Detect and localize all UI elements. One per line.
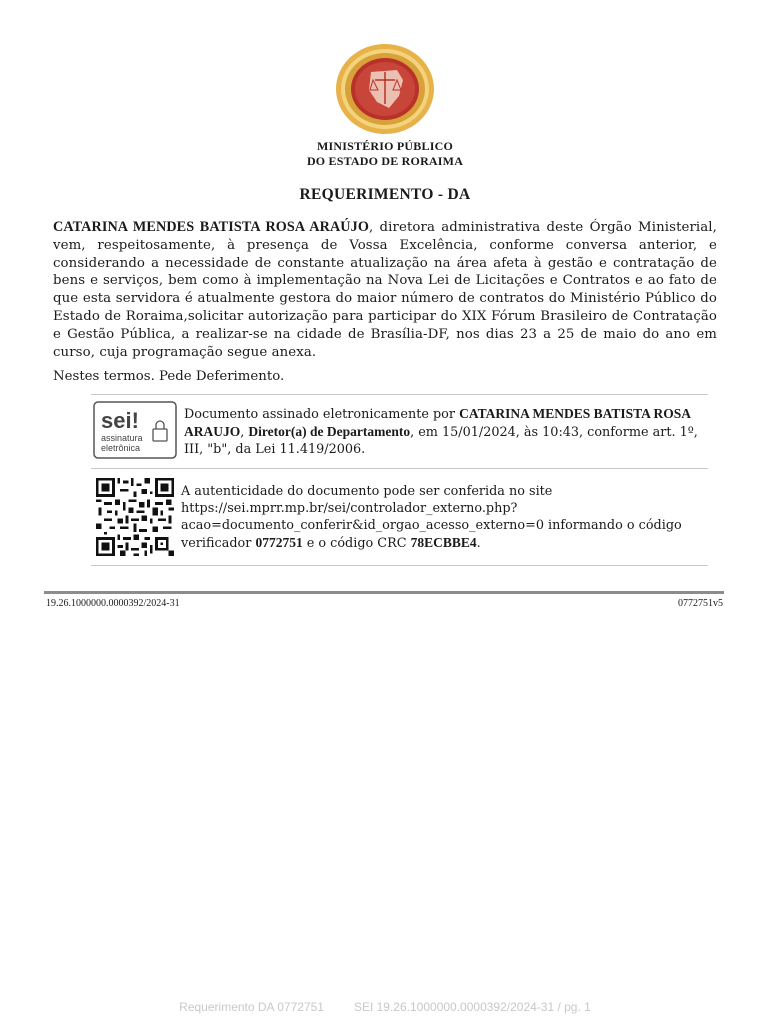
- verifier-code: 0772751: [255, 535, 303, 550]
- requester-name: CATARINA MENDES BATISTA ROSA ARAÚJO: [53, 219, 369, 235]
- divider-middle: [91, 468, 708, 469]
- page-footer: [0, 1000, 770, 1014]
- org-name-line2: DO ESTADO DE RORAIMA: [306, 154, 464, 168]
- svg-text:eletrônica: eletrônica: [101, 443, 141, 453]
- signer-name: CATARINA MENDES BATISTA ROSA ARAUJO: [184, 406, 691, 439]
- document-version: 0772751v5: [678, 598, 723, 609]
- divider-bottom: [91, 565, 708, 566]
- org-name-line1: MINISTÉRIO PÚBLICO: [317, 139, 453, 153]
- authentication-text: A autenticidade do documento pode ser conferida no site https://sei.mprr.mp.br/sei/controlador_externo.php?acao=documento_conferir&id_orgao_acesso_externo=0 informando o código verificador 0772751 e o código CRC 78ECBBE4.: [181, 484, 682, 551]
- svg-text:sei!: sei!: [101, 408, 139, 433]
- signature-text: Documento assinado eletronicamente por CATARINA MENDES BATISTA ROSA ARAUJO, Diretor(a) de Departamento, em 15/01/2024, às 10:43, conforme art. 1º, III, "b", da Lei 11.419/2006.: [184, 406, 698, 457]
- svg-text:assinatura: assinatura: [101, 433, 143, 443]
- page-footer-left: Requerimento DA 0772751: [179, 1000, 324, 1014]
- document-body: [53, 219, 717, 361]
- body-text: , diretora administrativa deste Órgão Ministerial, vem, respeitosamente, à presença de Vossa Excelência, conforme conversa anterior, e considerando a necessidade de constante atualização na área afeta à gestão e contratação de bens e serviços, bem como à implementação na Nova Lei de Licitações e Contratos e ao fato de que esta servidora é atualmente gestora do maior número de contratos do Ministério Público do Estado de Roraima,solicitar autorização para participar do XIX Fórum Brasileiro de Contratação e Gestão Pública, a realizar-se na cidade de Brasília-DF, nos dias 23 a 25 de maio do ano em curso, cuja programação segue anexa.: [53, 220, 717, 360]
- sei-signature-seal-icon: [93, 401, 177, 459]
- signer-role: Diretor(a) de Departamento: [248, 424, 411, 439]
- closing-text: Nestes termos. Pede Deferimento.: [53, 369, 285, 384]
- qr-code-icon: [94, 478, 176, 556]
- mprr-emblem-icon: [333, 42, 437, 136]
- divider-top: [91, 394, 708, 395]
- crc-code: 78ECBBE4: [410, 535, 477, 550]
- footer-rule: [44, 591, 724, 594]
- page-footer-right: SEI 19.26.1000000.0000392/2024-31 / pg. 1: [353, 1000, 591, 1014]
- document-title: REQUERIMENTO - DA: [299, 186, 471, 203]
- process-number: 19.26.1000000.0000392/2024-31: [46, 598, 180, 609]
